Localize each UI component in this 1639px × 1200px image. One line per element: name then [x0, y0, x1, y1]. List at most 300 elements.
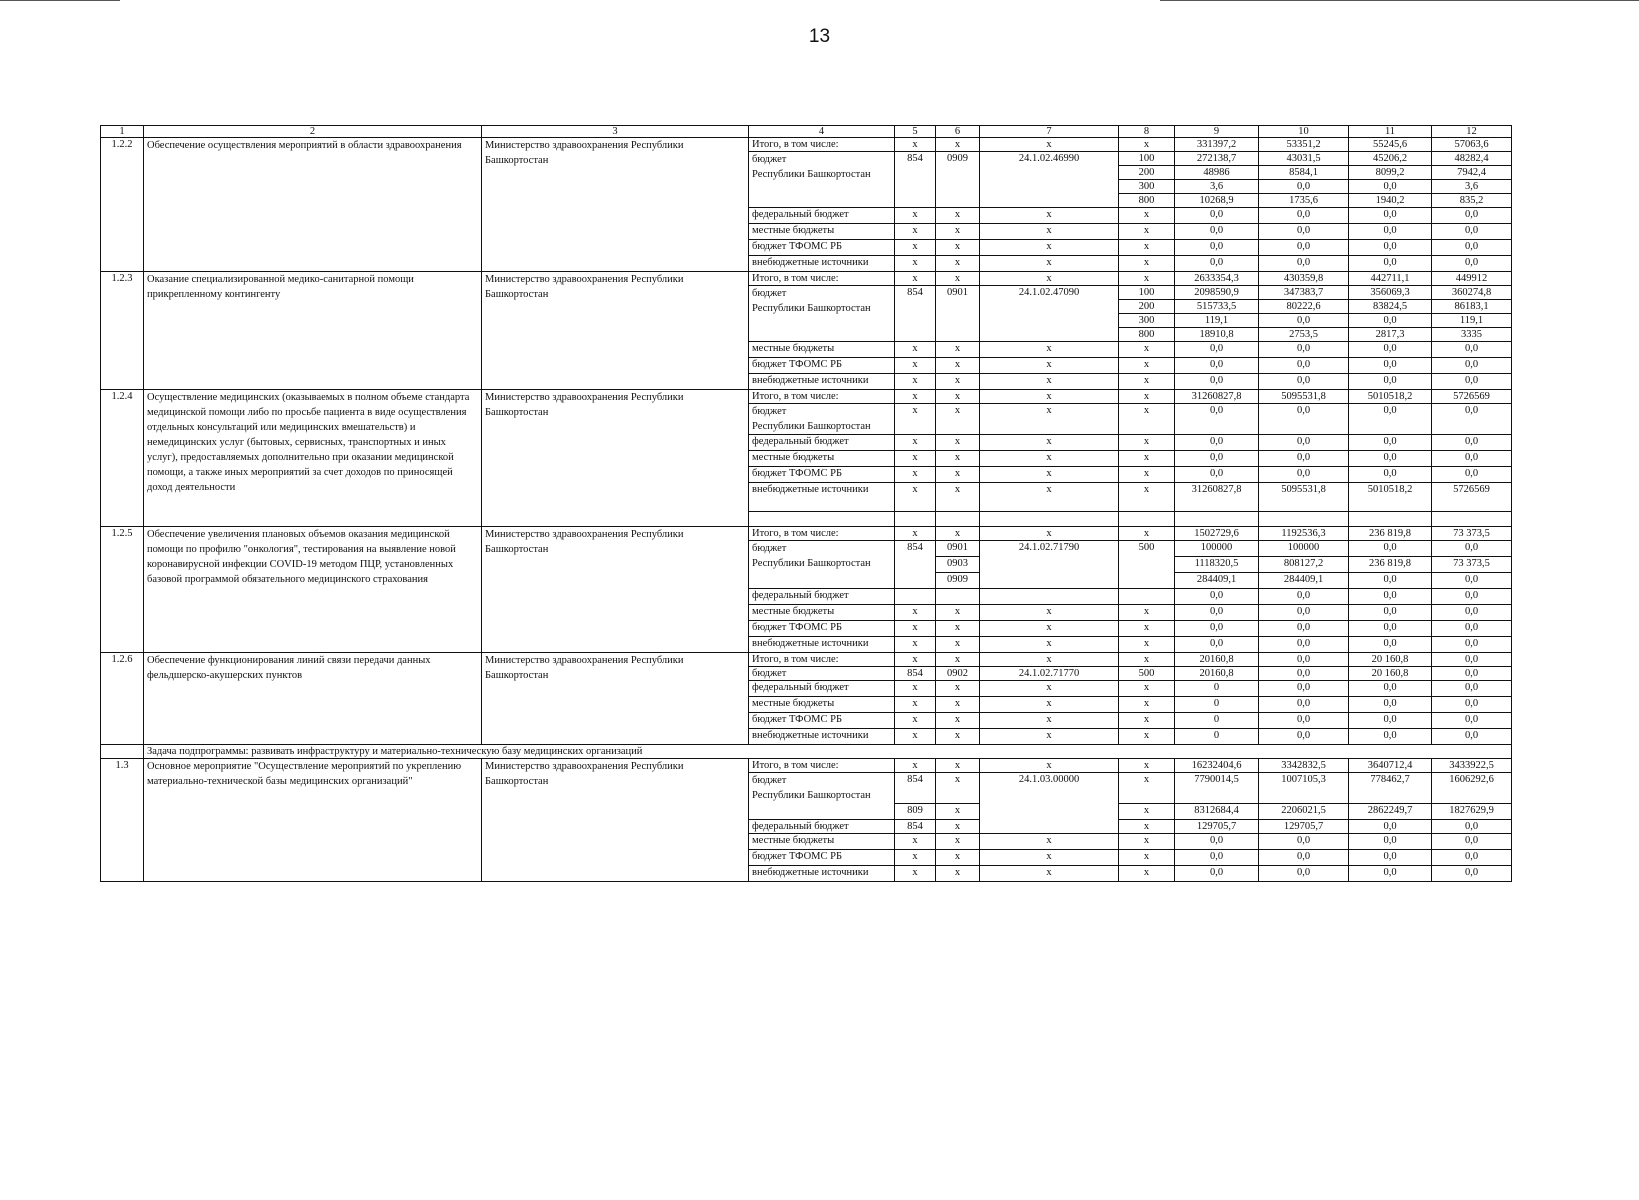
value-cell: 5726569: [1432, 483, 1512, 512]
value-cell: 0,0: [1175, 605, 1259, 621]
column-header: 9: [1175, 126, 1259, 138]
x-cell: x: [980, 621, 1119, 637]
value-cell: 119,1: [1432, 314, 1512, 328]
value-cell: 7790014,5: [1175, 773, 1259, 804]
value-cell: 2098590,9: [1175, 286, 1259, 300]
value-cell: 0,0: [1259, 681, 1349, 697]
value-cell: 0,0: [1175, 240, 1259, 256]
value-cell: 0,0: [1432, 374, 1512, 390]
x-cell: x: [1119, 435, 1175, 451]
x-cell: x: [980, 342, 1119, 358]
x-cell: x: [980, 435, 1119, 451]
table-cell: 100: [1119, 152, 1175, 166]
value-cell: 55245,6: [1349, 138, 1432, 152]
value-cell: 0,0: [1432, 404, 1512, 435]
value-cell: 53351,2: [1259, 138, 1349, 152]
table-row: [101, 390, 1512, 404]
value-cell: 515733,5: [1175, 300, 1259, 314]
table-cell: 200: [1119, 300, 1175, 314]
value-cell: 10268,9: [1175, 194, 1259, 208]
value-cell: 80222,6: [1259, 300, 1349, 314]
value-cell: 0,0: [1349, 256, 1432, 272]
table-cell: 300: [1119, 180, 1175, 194]
x-cell: x: [936, 374, 980, 390]
value-cell: 0,0: [1349, 605, 1432, 621]
value-cell: 0,0: [1349, 374, 1432, 390]
source-label: местные бюджеты: [749, 697, 895, 713]
table-cell: 24.1.03.00000: [980, 773, 1119, 834]
x-cell: x: [1119, 850, 1175, 866]
x-cell: x: [980, 483, 1119, 512]
value-cell: 2206021,5: [1259, 804, 1349, 820]
empty-cell: [1175, 512, 1259, 527]
source-label: федеральный бюджет: [749, 589, 895, 605]
x-cell: x: [895, 358, 936, 374]
x-cell: x: [936, 713, 980, 729]
value-cell: 3,6: [1432, 180, 1512, 194]
value-cell: 45206,2: [1349, 152, 1432, 166]
x-cell: x: [980, 605, 1119, 621]
value-cell: 0,0: [1259, 605, 1349, 621]
value-cell: 0,0: [1432, 451, 1512, 467]
item-name: Обеспечение функционирования линий связи передачи данных фельдшерско-акушерских пунктов: [144, 653, 482, 745]
value-cell: 1502729,6: [1175, 527, 1259, 541]
column-header: 2: [144, 126, 482, 138]
value-cell: 430359,8: [1259, 272, 1349, 286]
value-cell: 1827629,9: [1432, 804, 1512, 820]
value-cell: 0,0: [1432, 697, 1512, 713]
x-cell: x: [1119, 653, 1175, 667]
budget-label: бюджет Республики Башкортостан: [749, 152, 895, 208]
page-number: 13: [808, 26, 831, 47]
value-cell: 0,0: [1259, 834, 1349, 850]
x-cell: x: [936, 358, 980, 374]
value-cell: 0,0: [1175, 637, 1259, 653]
item-name: Обеспечение увеличения плановых объемов оказания медицинской помощи по профилю "онкология", тестирования на выявление новой коронавирусной инфекции COVID-19 методом ПЦР, установленных базовой программой обязательного медицинского страхования: [144, 527, 482, 653]
budget-label: бюджет Республики Башкортостан: [749, 404, 895, 435]
table-cell: 854: [895, 820, 936, 834]
value-cell: 0,0: [1175, 358, 1259, 374]
value-cell: 48282,4: [1432, 152, 1512, 166]
item-number: 1.3: [101, 759, 144, 882]
x-cell: x: [936, 208, 980, 224]
value-cell: 0,0: [1349, 713, 1432, 729]
x-cell: x: [980, 374, 1119, 390]
x-cell: x: [1119, 759, 1175, 773]
value-cell: 0,0: [1432, 224, 1512, 240]
table-cell: [1119, 589, 1175, 605]
x-cell: x: [895, 483, 936, 512]
value-cell: 0: [1175, 729, 1259, 745]
budget-label: бюджет Республики Башкортостан: [749, 541, 895, 589]
value-cell: 0,0: [1349, 573, 1432, 589]
table-cell: x: [936, 804, 980, 820]
x-cell: x: [936, 697, 980, 713]
table-cell: x: [1119, 773, 1175, 804]
x-cell: x: [1119, 256, 1175, 272]
value-cell: 0,0: [1432, 358, 1512, 374]
table-cell: 809: [895, 804, 936, 820]
value-cell: 0,0: [1259, 208, 1349, 224]
value-cell: 0,0: [1349, 820, 1432, 834]
x-cell: x: [936, 850, 980, 866]
value-cell: 2817,3: [1349, 328, 1432, 342]
source-label: внебюджетные источники: [749, 637, 895, 653]
value-cell: 0,0: [1259, 404, 1349, 435]
column-header: 1: [101, 126, 144, 138]
value-cell: 0,0: [1259, 467, 1349, 483]
value-cell: 0,0: [1432, 834, 1512, 850]
value-cell: 0,0: [1175, 621, 1259, 637]
value-cell: 0,0: [1349, 589, 1432, 605]
x-cell: x: [1119, 451, 1175, 467]
source-label: местные бюджеты: [749, 834, 895, 850]
table-cell: 24.1.02.71790: [980, 541, 1119, 589]
x-cell: x: [895, 605, 936, 621]
x-cell: x: [936, 834, 980, 850]
x-cell: x: [1119, 358, 1175, 374]
value-cell: 0,0: [1432, 681, 1512, 697]
value-cell: 129705,7: [1175, 820, 1259, 834]
value-cell: 73 373,5: [1432, 527, 1512, 541]
value-cell: 16232404,6: [1175, 759, 1259, 773]
x-cell: x: [936, 866, 980, 882]
value-cell: 284409,1: [1175, 573, 1259, 589]
item-name: Оказание специализированной медико-санитарной помощи прикрепленному контингенту: [144, 272, 482, 390]
value-cell: 0,0: [1432, 605, 1512, 621]
table-cell: x: [1119, 820, 1175, 834]
value-cell: 83824,5: [1349, 300, 1432, 314]
executor-name: Министерство здравоохранения Республики Башкортостан: [482, 759, 749, 882]
x-cell: x: [1119, 240, 1175, 256]
table-cell: 0909: [936, 152, 980, 208]
executor-name: Министерство здравоохранения Республики Башкортостан: [482, 272, 749, 390]
value-cell: 0,0: [1259, 729, 1349, 745]
table-cell: 0901: [936, 541, 980, 557]
value-cell: 0,0: [1349, 467, 1432, 483]
x-cell: x: [1119, 637, 1175, 653]
x-cell: x: [1119, 272, 1175, 286]
value-cell: 0,0: [1349, 314, 1432, 328]
value-cell: 0,0: [1259, 866, 1349, 882]
value-cell: 0,0: [1349, 180, 1432, 194]
column-header: 7: [980, 126, 1119, 138]
x-cell: x: [936, 404, 980, 435]
empty-cell: [980, 512, 1119, 527]
value-cell: 0,0: [1349, 224, 1432, 240]
table-cell: 800: [1119, 194, 1175, 208]
value-cell: 0,0: [1259, 667, 1349, 681]
value-cell: 236 819,8: [1349, 527, 1432, 541]
x-cell: x: [1119, 342, 1175, 358]
value-cell: 20 160,8: [1349, 667, 1432, 681]
value-cell: 5726569: [1432, 390, 1512, 404]
x-cell: x: [895, 713, 936, 729]
table-cell: 24.1.02.47090: [980, 286, 1119, 342]
item-number: 1.2.4: [101, 390, 144, 527]
column-header: 10: [1259, 126, 1349, 138]
x-cell: x: [936, 527, 980, 541]
value-cell: 0,0: [1175, 208, 1259, 224]
table-cell: 854: [895, 667, 936, 681]
x-cell: x: [895, 451, 936, 467]
item-name: Обеспечение осуществления мероприятий в области здравоохранения: [144, 138, 482, 272]
value-cell: 0,0: [1349, 240, 1432, 256]
value-cell: 0,0: [1432, 820, 1512, 834]
x-cell: x: [980, 224, 1119, 240]
table-row: [101, 138, 1512, 152]
value-cell: 0,0: [1349, 866, 1432, 882]
value-cell: 0,0: [1432, 866, 1512, 882]
value-cell: 0: [1175, 681, 1259, 697]
table-cell: 0902: [936, 667, 980, 681]
value-cell: 0: [1175, 713, 1259, 729]
total-label: Итого, в том числе:: [749, 653, 895, 667]
table-cell: 0903: [936, 557, 980, 573]
x-cell: x: [895, 653, 936, 667]
x-cell: x: [936, 272, 980, 286]
table-cell: [936, 589, 980, 605]
value-cell: 0,0: [1259, 224, 1349, 240]
source-label: федеральный бюджет: [749, 820, 895, 834]
value-cell: 0,0: [1259, 256, 1349, 272]
table-cell: 854: [895, 152, 936, 208]
value-cell: 0,0: [1349, 637, 1432, 653]
x-cell: x: [1119, 527, 1175, 541]
x-cell: x: [980, 527, 1119, 541]
x-cell: x: [895, 342, 936, 358]
value-cell: 0,0: [1349, 621, 1432, 637]
x-cell: x: [1119, 138, 1175, 152]
x-cell: x: [1119, 390, 1175, 404]
table-row: [101, 653, 1512, 667]
x-cell: x: [980, 759, 1119, 773]
total-label: Итого, в том числе:: [749, 272, 895, 286]
empty-cell: [895, 512, 936, 527]
x-cell: x: [1119, 208, 1175, 224]
x-cell: x: [1119, 697, 1175, 713]
x-cell: x: [895, 467, 936, 483]
value-cell: 0,0: [1259, 314, 1349, 328]
source-label: бюджет ТФОМС РБ: [749, 358, 895, 374]
value-cell: 20160,8: [1175, 667, 1259, 681]
value-cell: 31260827,8: [1175, 483, 1259, 512]
value-cell: 0,0: [1432, 240, 1512, 256]
item-number: 1.2.5: [101, 527, 144, 653]
source-label: бюджет ТФОМС РБ: [749, 240, 895, 256]
value-cell: 0,0: [1432, 342, 1512, 358]
value-cell: 1606292,6: [1432, 773, 1512, 804]
x-cell: x: [895, 729, 936, 745]
value-cell: 3433922,5: [1432, 759, 1512, 773]
value-cell: 0,0: [1432, 589, 1512, 605]
budget-label: бюджет Республики Башкортостан: [749, 773, 895, 820]
x-cell: x: [895, 138, 936, 152]
table-cell: 24.1.02.46990: [980, 152, 1119, 208]
x-cell: x: [980, 697, 1119, 713]
value-cell: 0,0: [1259, 240, 1349, 256]
x-cell: x: [980, 713, 1119, 729]
value-cell: 1192536,3: [1259, 527, 1349, 541]
value-cell: 73 373,5: [1432, 557, 1512, 573]
value-cell: 0,0: [1259, 697, 1349, 713]
table-cell: 854: [895, 773, 936, 804]
executor-name: Министерство здравоохранения Республики Башкортостан: [482, 653, 749, 745]
executor-name: Министерство здравоохранения Республики Башкортостан: [482, 390, 749, 527]
table-cell: 800: [1119, 328, 1175, 342]
source-label: федеральный бюджет: [749, 208, 895, 224]
value-cell: 0,0: [1175, 374, 1259, 390]
value-cell: 360274,8: [1432, 286, 1512, 300]
value-cell: 0,0: [1349, 850, 1432, 866]
x-cell: x: [895, 637, 936, 653]
value-cell: 0,0: [1259, 850, 1349, 866]
empty-cell: [1432, 512, 1512, 527]
task-title: Задача подпрограммы: развивать инфраструктуру и материально-техническую базу медицинских организаций: [144, 745, 1512, 759]
value-cell: 0,0: [1175, 834, 1259, 850]
value-cell: 0,0: [1432, 435, 1512, 451]
table-cell: 0909: [936, 573, 980, 589]
x-cell: x: [980, 272, 1119, 286]
x-cell: x: [895, 850, 936, 866]
value-cell: 100000: [1175, 541, 1259, 557]
value-cell: 86183,1: [1432, 300, 1512, 314]
value-cell: 0,0: [1175, 850, 1259, 866]
table-cell: 500: [1119, 541, 1175, 589]
value-cell: 0,0: [1349, 404, 1432, 435]
value-cell: 100000: [1259, 541, 1349, 557]
value-cell: 0,0: [1432, 573, 1512, 589]
x-cell: x: [980, 653, 1119, 667]
value-cell: 0,0: [1175, 435, 1259, 451]
x-cell: x: [936, 256, 980, 272]
x-cell: x: [980, 390, 1119, 404]
value-cell: 272138,7: [1175, 152, 1259, 166]
value-cell: 0,0: [1432, 850, 1512, 866]
x-cell: x: [895, 435, 936, 451]
empty-cell: [1119, 512, 1175, 527]
source-label: бюджет ТФОМС РБ: [749, 713, 895, 729]
empty-cell: [1349, 512, 1432, 527]
value-cell: 0,0: [1259, 180, 1349, 194]
value-cell: 5095531,8: [1259, 483, 1349, 512]
source-label: местные бюджеты: [749, 451, 895, 467]
x-cell: x: [936, 467, 980, 483]
table-row: [101, 527, 1512, 541]
x-cell: x: [1119, 681, 1175, 697]
table-cell: 0901: [936, 286, 980, 342]
value-cell: 0,0: [1349, 541, 1432, 557]
item-number: 1.2.2: [101, 138, 144, 272]
x-cell: x: [1119, 224, 1175, 240]
value-cell: 0,0: [1349, 342, 1432, 358]
header-row: [101, 126, 1512, 138]
value-cell: 236 819,8: [1349, 557, 1432, 573]
x-cell: x: [895, 834, 936, 850]
value-cell: 0: [1175, 697, 1259, 713]
item-number: 1.2.3: [101, 272, 144, 390]
x-cell: x: [936, 435, 980, 451]
item-name: Осуществление медицинских (оказываемых в полном объеме стандарта медицинской помощи либо по просьбе пациента в виде осуществления отдельных консультаций или медицинских вмешательств) и немедицинских услуг (бытовых, сервисных, транспортных и иных услуг), предоставляемых дополнительно при оказании медицинской помощи, а также иных мероприятий за счет доходов по приносящей доход деятельности: [144, 390, 482, 527]
value-cell: 0,0: [1175, 589, 1259, 605]
source-label: местные бюджеты: [749, 342, 895, 358]
table-cell: x: [936, 773, 980, 804]
value-cell: 5010518,2: [1349, 483, 1432, 512]
value-cell: 0,0: [1349, 697, 1432, 713]
value-cell: 0,0: [1432, 541, 1512, 557]
value-cell: 0,0: [1432, 637, 1512, 653]
x-cell: x: [980, 138, 1119, 152]
table-cell: 854: [895, 286, 936, 342]
value-cell: 3,6: [1175, 180, 1259, 194]
table-cell: 200: [1119, 166, 1175, 180]
value-cell: 0,0: [1349, 729, 1432, 745]
empty-cell: [749, 512, 895, 527]
column-header: 3: [482, 126, 749, 138]
x-cell: x: [936, 240, 980, 256]
value-cell: 7942,4: [1432, 166, 1512, 180]
source-label: внебюджетные источники: [749, 483, 895, 512]
total-label: Итого, в том числе:: [749, 527, 895, 541]
budget-label: бюджет Республики Башкортостан: [749, 286, 895, 342]
source-label: бюджет ТФОМС РБ: [749, 621, 895, 637]
column-header: 12: [1432, 126, 1512, 138]
value-cell: 8312684,4: [1175, 804, 1259, 820]
value-cell: 57063,6: [1432, 138, 1512, 152]
value-cell: 18910,8: [1175, 328, 1259, 342]
source-label: местные бюджеты: [749, 605, 895, 621]
x-cell: x: [980, 637, 1119, 653]
x-cell: x: [895, 527, 936, 541]
x-cell: x: [1119, 374, 1175, 390]
value-cell: 3335: [1432, 328, 1512, 342]
x-cell: x: [980, 834, 1119, 850]
total-label: Итого, в том числе:: [749, 390, 895, 404]
value-cell: 1007105,3: [1259, 773, 1349, 804]
value-cell: 0,0: [1349, 834, 1432, 850]
total-label: Итого, в том числе:: [749, 138, 895, 152]
value-cell: 0,0: [1175, 467, 1259, 483]
value-cell: 0,0: [1349, 435, 1432, 451]
value-cell: 808127,2: [1259, 557, 1349, 573]
x-cell: x: [936, 637, 980, 653]
value-cell: 442711,1: [1349, 272, 1432, 286]
value-cell: 0,0: [1259, 435, 1349, 451]
x-cell: x: [980, 404, 1119, 435]
x-cell: x: [1119, 834, 1175, 850]
value-cell: 0,0: [1259, 637, 1349, 653]
x-cell: x: [895, 866, 936, 882]
value-cell: 0,0: [1432, 667, 1512, 681]
value-cell: 0,0: [1259, 653, 1349, 667]
executor-name: Министерство здравоохранения Республики Башкортостан: [482, 527, 749, 653]
value-cell: 347383,7: [1259, 286, 1349, 300]
x-cell: x: [895, 621, 936, 637]
source-label: федеральный бюджет: [749, 681, 895, 697]
x-cell: x: [936, 605, 980, 621]
source-label: внебюджетные источники: [749, 866, 895, 882]
source-label: внебюджетные источники: [749, 256, 895, 272]
value-cell: 0,0: [1175, 224, 1259, 240]
value-cell: 0,0: [1259, 713, 1349, 729]
x-cell: x: [895, 240, 936, 256]
x-cell: x: [895, 208, 936, 224]
item-name: Основное мероприятие "Осуществление мероприятий по укреплению материально-технической базы медицинских организаций": [144, 759, 482, 882]
value-cell: 0,0: [1349, 451, 1432, 467]
budget-table: [100, 125, 1512, 882]
x-cell: x: [936, 451, 980, 467]
x-cell: x: [895, 374, 936, 390]
